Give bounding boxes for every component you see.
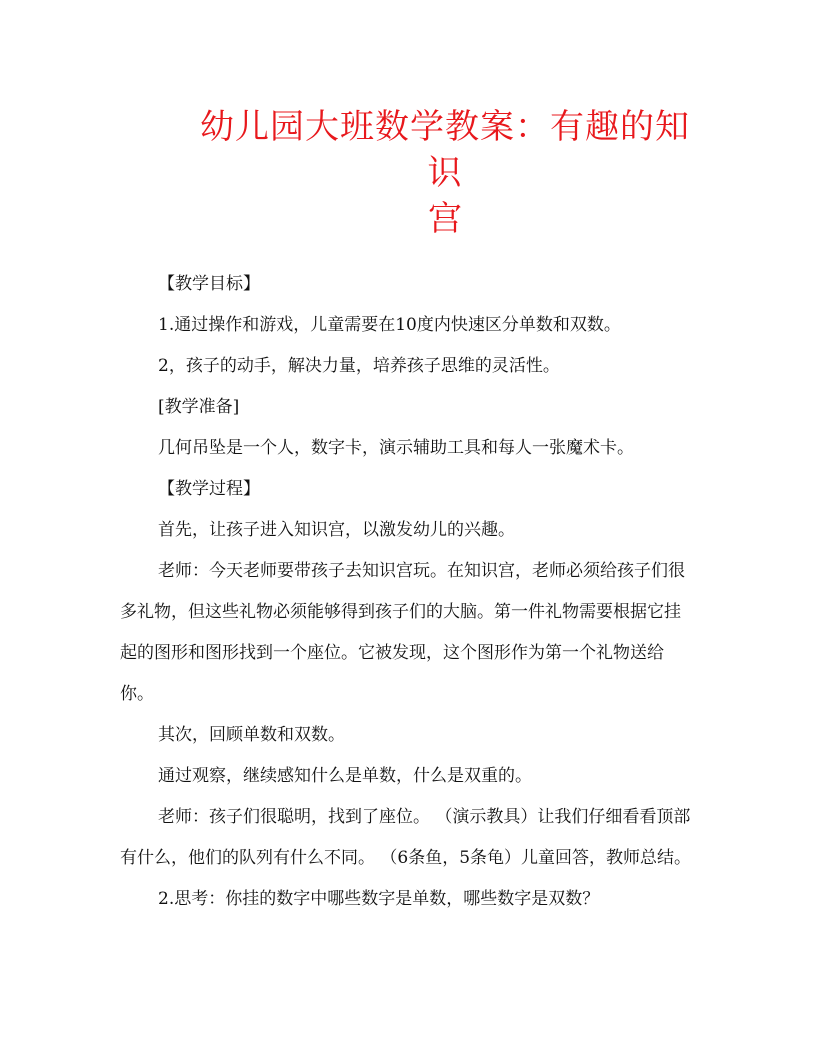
section-heading-preparation: [教学准备] xyxy=(158,397,240,417)
document-title xyxy=(190,104,700,242)
paragraph-objective-2: 2，孩子的动手，解决力量，培养孩子思维的灵活性。 xyxy=(158,356,560,376)
paragraph-process-2: 其次，回顾单数和双数。 xyxy=(158,725,345,745)
paragraph-observation: 通过观察，继续感知什么是单数，什么是双重的。 xyxy=(158,766,532,786)
paragraph-thinking: 2.思考：你挂的数字中哪些数字是单数，哪些数字是双数？ xyxy=(158,889,600,909)
paragraph-teacher-1: 老师：今天老师要带孩子去知识宫玩。在知识宫，老师必须给孩子们很多礼物，但这些礼物必须能够得到孩子们的大脑。第一件礼物需要根据它挂起的图形和图形找到一个座位。它被发现，这个图形作为第一个礼物送给你。 xyxy=(120,561,685,704)
paragraph-preparation: 几何吊坠是一个人，数字卡，演示辅助工具和每人一张魔术卡。 xyxy=(158,438,634,458)
section-heading-objectives: 【教学目标】 xyxy=(158,274,260,294)
section-heading-process: 【教学过程】 xyxy=(158,479,260,499)
paragraph-objective-1: 1.通过操作和游戏，儿童需要在10度内快速区分单数和双数。 xyxy=(158,315,621,335)
paragraph-process-1: 首先，让孩子进入知识宫，以激发幼儿的兴趣。 xyxy=(158,520,515,540)
title-line-1: 幼儿园大班数学教案：有趣的知识 xyxy=(200,107,690,193)
document-body xyxy=(120,264,696,920)
paragraph-teacher-2: 老师：孩子们很聪明，找到了座位。 （演示教具）让我们仔细看看顶部有什么，他们的队列有什么不同。 （6条鱼，5条龟）儿童回答，教师总结。 xyxy=(120,807,692,868)
title-line-2: 宫 xyxy=(428,199,462,239)
